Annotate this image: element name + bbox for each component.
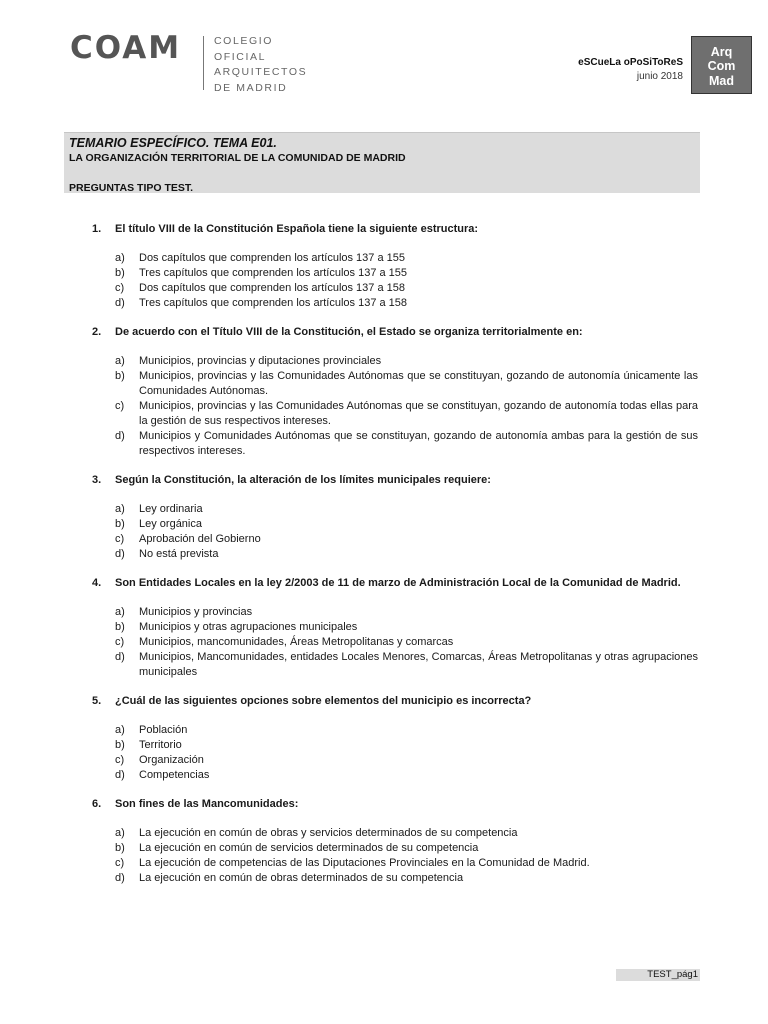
question-number: 6. (92, 798, 102, 810)
answer-option (115, 281, 698, 296)
option-list (115, 605, 698, 680)
question-item (92, 576, 698, 680)
option-text: Organización (139, 754, 204, 766)
option-list (115, 723, 698, 783)
logo-divider (203, 36, 204, 90)
answer-option (115, 251, 698, 266)
question-number: 3. (92, 474, 102, 486)
school-date: junio 2018 (636, 71, 683, 82)
logo-line: DE MADRID (214, 81, 288, 94)
answer-option (115, 296, 698, 311)
option-letter: a) (115, 606, 125, 618)
option-letter: d) (115, 872, 125, 884)
question-text: ¿Cuál de las siguientes opciones sobre elementos del municipio es incorrecta? (115, 695, 532, 707)
option-list (115, 354, 698, 459)
option-letter: a) (115, 724, 125, 736)
option-text: Municipios, Mancomunidades, entidades Locales Menores, Comarcas, Áreas Metropolitanas y otras agrupaciones municipales (139, 651, 698, 678)
option-letter: d) (115, 297, 125, 309)
title-box (64, 132, 700, 193)
answer-option (115, 620, 698, 635)
logo-line: COLEGIO (214, 35, 274, 47)
answer-option (115, 429, 698, 459)
answer-option (115, 369, 698, 399)
option-letter: d) (115, 651, 125, 663)
option-letter: a) (115, 503, 125, 515)
option-letter: b) (115, 739, 125, 751)
option-letter: b) (115, 518, 125, 530)
option-text: Población (139, 724, 188, 736)
answer-option (115, 399, 698, 429)
option-letter: c) (115, 400, 125, 412)
logo-line: OFICIAL (214, 50, 267, 63)
option-letter: c) (115, 533, 125, 545)
option-text: Tres capítulos que comprenden los artículos 137 a 158 (139, 297, 408, 309)
option-text: Ley ordinaria (139, 503, 203, 515)
question-list (92, 222, 698, 900)
question-heading (92, 325, 698, 340)
option-letter: b) (115, 621, 125, 633)
answer-option (115, 354, 698, 369)
question-heading (92, 797, 698, 812)
option-list (115, 826, 698, 886)
option-letter: a) (115, 355, 125, 367)
document-title: TEMARIO ESPECÍFICO. TEMA E01. (69, 136, 277, 150)
question-item (92, 325, 698, 459)
question-item (92, 473, 698, 562)
badge-line: Mad (709, 73, 734, 88)
question-number: 1. (92, 223, 102, 235)
option-letter: d) (115, 430, 125, 442)
option-text: No está prevista (139, 548, 219, 560)
question-item (92, 222, 698, 311)
answer-option (115, 738, 698, 753)
option-text: Dos capítulos que comprenden los artículos 137 a 158 (139, 282, 405, 294)
page-label: TEST_pág1 (616, 969, 700, 981)
question-number: 2. (92, 326, 102, 338)
school-name: eSCueLa oPoSiToReS (578, 57, 683, 68)
option-letter: c) (115, 857, 125, 869)
question-text: Son fines de las Mancomunidades: (115, 798, 299, 810)
answer-option (115, 517, 698, 532)
answer-option (115, 871, 698, 886)
question-heading (92, 576, 698, 591)
option-text: La ejecución en común de obras y servicios determinados de su competencia (139, 827, 518, 839)
answer-option (115, 605, 698, 620)
option-list (115, 502, 698, 562)
option-letter: c) (115, 636, 125, 648)
option-text: Municipios, provincias y diputaciones provinciales (139, 355, 382, 367)
logo-subtitle (214, 34, 307, 96)
option-letter: c) (115, 282, 125, 294)
answer-option (115, 723, 698, 738)
question-item (92, 694, 698, 783)
option-letter: d) (115, 548, 125, 560)
option-letter: c) (115, 754, 125, 766)
option-letter: b) (115, 267, 125, 279)
section-label: PREGUNTAS TIPO TEST. (69, 182, 194, 194)
logo-line: ARQUITECTOS (214, 66, 308, 78)
answer-option (115, 753, 698, 768)
question-text: El título VIII de la Constitución Española tiene la siguiente estructura: (115, 223, 479, 235)
option-text: Municipios, mancomunidades, Áreas Metropolitanas y comarcas (139, 636, 454, 648)
option-text: Tres capítulos que comprenden los artículos 137 a 155 (139, 267, 408, 279)
question-text: De acuerdo con el Título VIII de la Constitución, el Estado se organiza territorialmente en: (115, 326, 583, 338)
option-letter: b) (115, 370, 125, 382)
answer-option (115, 547, 698, 562)
option-text: Territorio (139, 739, 182, 751)
option-text: Municipios y otras agrupaciones municipales (139, 621, 358, 633)
question-heading (92, 222, 698, 237)
answer-option (115, 650, 698, 680)
question-text: Según la Constitución, la alteración de los límites municipales requiere: (115, 474, 491, 486)
arq-com-mad-badge (691, 36, 752, 94)
option-text: Municipios y Comunidades Autónomas que se constituyan, gozando de autonomía ambas para la gestión de sus respectivos intereses. (139, 430, 698, 457)
answer-option (115, 266, 698, 281)
answer-option (115, 532, 698, 547)
option-text: Ley orgánica (139, 518, 202, 530)
question-heading (92, 473, 698, 488)
option-letter: a) (115, 252, 125, 264)
question-text: Son Entidades Locales en la ley 2/2003 de 11 de marzo de Administración Local de la Comunidad de Madrid. (115, 577, 681, 589)
badge-line: Com (707, 59, 736, 74)
school-info (578, 56, 683, 84)
document-subtitle: LA ORGANIZACIÓN TERRITORIAL DE LA COMUNIDAD DE MADRID (69, 152, 406, 164)
question-number: 4. (92, 577, 102, 589)
option-text: Competencias (139, 769, 210, 781)
option-text: Municipios, provincias y las Comunidades Autónomas que se constituyan, gozando de autonomía todas ellas para la gestión de sus respectivos intereses. (139, 400, 698, 427)
answer-option (115, 856, 698, 871)
option-text: La ejecución en común de servicios determinados de su competencia (139, 842, 479, 854)
question-item (92, 797, 698, 886)
option-text: Aprobación del Gobierno (139, 533, 261, 545)
option-text: Dos capítulos que comprenden los artículos 137 a 155 (139, 252, 405, 264)
option-text: Municipios y provincias (139, 606, 253, 618)
option-letter: b) (115, 842, 125, 854)
option-list (115, 251, 698, 311)
question-number: 5. (92, 695, 102, 707)
coam-logo-wordmark: COAM (70, 30, 182, 66)
answer-option (115, 502, 698, 517)
badge-line: Arq (710, 44, 733, 59)
option-text: La ejecución en común de obras determinados de su competencia (139, 872, 464, 884)
answer-option (115, 635, 698, 650)
option-letter: a) (115, 827, 125, 839)
answer-option (115, 768, 698, 783)
answer-option (115, 826, 698, 841)
answer-option (115, 841, 698, 856)
option-letter: d) (115, 769, 125, 781)
option-text: Municipios, provincias y las Comunidades Autónomas que se constituyan, gozando de autonomía únicamente las Comunidades Autónomas. (139, 370, 698, 397)
option-text: La ejecución de competencias de las Diputaciones Provinciales en la Comunidad de Madrid. (139, 857, 590, 869)
question-heading (92, 694, 698, 709)
